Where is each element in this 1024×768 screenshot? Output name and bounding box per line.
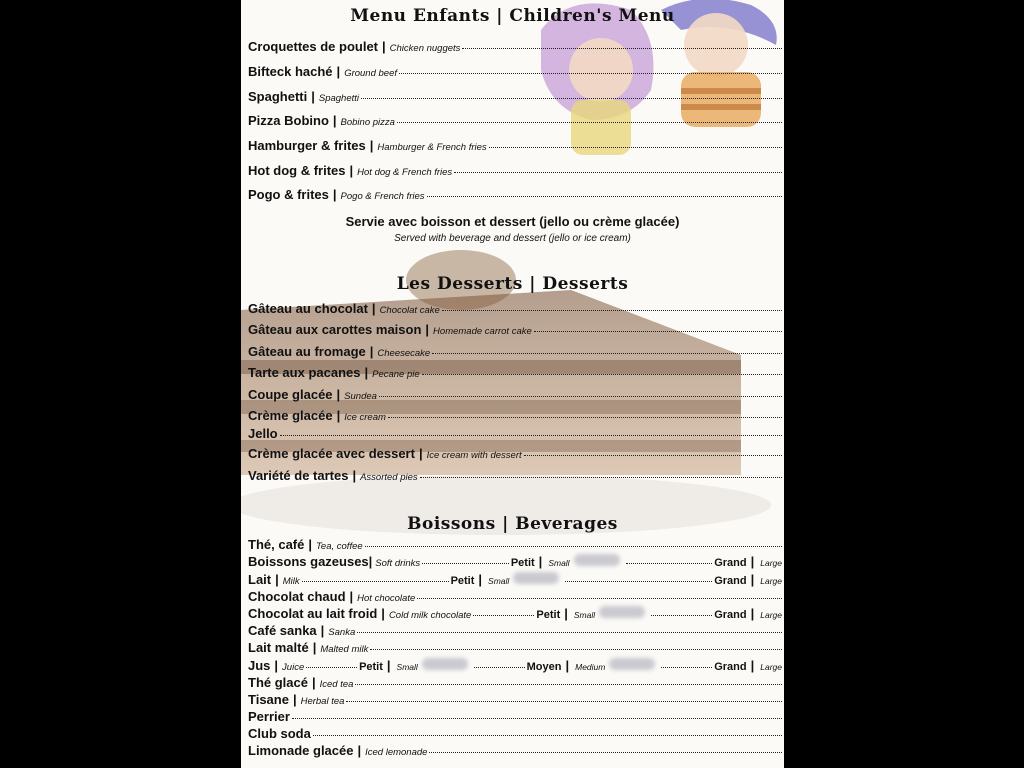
menu-page <box>241 0 784 768</box>
item-en: Assorted pies <box>360 472 418 483</box>
item-fr: Pizza Bobino <box>248 113 329 128</box>
item-en: Sanka <box>328 627 356 638</box>
note-fr: Servie avec boisson et dessert (jello ou crème glacée) <box>345 214 680 229</box>
item-en: Homemade carrot cake <box>433 326 532 337</box>
item-fr: Limonade glacée <box>248 743 354 758</box>
menu-item: Jus | Juice Petit | Small Moyen | Medium Grand | Large <box>248 658 782 673</box>
item-en: Ground beef <box>344 68 398 79</box>
item-fr: Chocolat au lait froid <box>248 606 378 621</box>
item-fr: Variété de tartes <box>248 468 349 483</box>
size-moyen: Moyen <box>526 661 562 673</box>
menu-item: Thé glacé | Iced tea <box>248 675 782 690</box>
menu-item <box>248 726 782 741</box>
size-petit: Petit <box>359 661 383 673</box>
item-en: Chocolat cake <box>379 305 440 316</box>
item-fr: Hamburger & frites <box>248 138 366 153</box>
menu-item: Coupe glacée | Sundea <box>248 387 782 402</box>
item-fr: Spaghetti <box>248 89 308 104</box>
item-en: Sundea <box>344 391 377 402</box>
item-en: Iced tea <box>319 679 354 690</box>
menu-item: Lait | Milk Petit | Small Grand | Large <box>248 572 783 587</box>
size-small: Small <box>573 610 596 620</box>
item-en: Cold milk chocolate <box>388 610 472 621</box>
size-medium: Medium <box>575 662 606 672</box>
item-en: Cheesecake <box>377 348 431 359</box>
item-en: Spaghetti <box>318 93 360 104</box>
item-fr: Thé, café <box>248 537 305 552</box>
menu-item: Hot dog & frites | Hot dog & French fries <box>248 163 782 178</box>
item-fr: Lait <box>248 572 272 587</box>
item-fr: Club soda <box>248 726 311 741</box>
menu-item: Gâteau aux carottes maison | Homemade carrot cake <box>248 322 782 337</box>
item-fr: Lait malté <box>248 640 309 655</box>
item-fr: Jello <box>248 426 278 441</box>
beverages-title: Boissons | Beverages <box>407 514 618 534</box>
kids-menu-note <box>241 213 784 244</box>
size-small: Small <box>396 662 418 672</box>
menu-item: Chocolat chaud | Hot chocolate <box>248 589 782 604</box>
item-en: Soft drinks <box>375 558 421 569</box>
size-large: Large <box>760 610 783 620</box>
item-fr: Tarte aux pacanes <box>248 365 361 380</box>
size-large: Large <box>760 558 783 568</box>
menu-item: Boissons gazeuses | Soft drinks Petit | Small Grand | Large <box>248 554 783 569</box>
blurred-price <box>513 572 559 584</box>
blurred-price <box>609 658 655 670</box>
note-en: Served with beverage and dessert (jello or ice cream) <box>394 233 631 244</box>
desserts-title: Les Desserts | Desserts <box>396 274 629 294</box>
item-en: Juice <box>282 662 305 673</box>
item-fr: Crème glacée avec dessert <box>248 446 415 461</box>
menu-item <box>248 426 782 441</box>
blurred-price <box>422 658 468 670</box>
item-fr: Tisane <box>248 692 289 707</box>
item-en: Ice cream with dessert <box>426 450 522 461</box>
item-fr: Crème glacée <box>248 408 333 423</box>
item-en: Ice cream <box>344 412 386 423</box>
size-large: Large <box>760 662 782 672</box>
menu-item: Crème glacée avec dessert | Ice cream with dessert <box>248 446 782 461</box>
item-en: Bobino pizza <box>340 117 395 128</box>
item-fr: Jus <box>248 658 271 673</box>
menu-item: Crème glacée | Ice cream <box>248 408 782 423</box>
item-en: Hamburger & French fries <box>377 142 487 153</box>
blurred-price <box>599 606 645 618</box>
menu-item: Lait malté | Malted milk <box>248 640 782 655</box>
size-grand: Grand <box>714 661 747 673</box>
item-en: Pogo & French fries <box>340 191 425 202</box>
size-grand: Grand <box>714 609 747 621</box>
item-en: Chicken nuggets <box>389 43 461 54</box>
item-fr: Pogo & frites <box>248 187 329 202</box>
item-en: Tea, coffee <box>316 541 363 552</box>
size-large: Large <box>760 576 783 586</box>
menu-item: Gâteau au fromage | Cheesecake <box>248 344 782 359</box>
item-en: Hot chocolate <box>357 593 416 604</box>
menu-item: Pogo & frites | Pogo & French fries <box>248 187 782 202</box>
menu-item: Thé, café | Tea, coffee <box>248 537 782 552</box>
menu-item: Spaghetti | Spaghetti <box>248 89 782 104</box>
item-fr: Café sanka <box>248 623 317 638</box>
menu-item <box>248 709 782 724</box>
item-en: Pecane pie <box>372 369 420 380</box>
menu-item: Limonade glacée | Iced lemonade <box>248 743 782 758</box>
item-fr: Chocolat chaud <box>248 589 346 604</box>
item-fr: Coupe glacée <box>248 387 333 402</box>
menu-item: Tisane | Herbal tea <box>248 692 782 707</box>
item-fr: Perrier <box>248 709 290 724</box>
item-fr: Gâteau au chocolat <box>248 301 368 316</box>
item-fr: Thé glacé <box>248 675 308 690</box>
size-petit: Petit <box>510 557 535 569</box>
item-fr: Gâteau aux carottes maison <box>248 322 422 337</box>
menu-item: Bifteck haché | Ground beef <box>248 64 782 79</box>
size-petit: Petit <box>450 575 475 587</box>
item-fr: Boissons gazeuses <box>248 554 369 569</box>
menu-item: Pizza Bobino | Bobino pizza <box>248 113 782 128</box>
item-fr: Gâteau au fromage <box>248 344 366 359</box>
menu-item: Gâteau au chocolat | Chocolat cake <box>248 301 782 316</box>
menu-item: Variété de tartes | Assorted pies <box>248 468 782 483</box>
size-grand: Grand <box>714 557 747 569</box>
item-en: Malted milk <box>320 644 369 655</box>
blurred-price <box>574 554 620 566</box>
item-en: Hot dog & French fries <box>357 167 453 178</box>
item-en: Milk <box>282 576 300 587</box>
item-fr: Croquettes de poulet <box>248 39 379 54</box>
size-small: Small <box>488 576 510 586</box>
item-en: Herbal tea <box>300 696 345 707</box>
size-grand: Grand <box>714 575 747 587</box>
menu-item: Hamburger & frites | Hamburger & French fries <box>248 138 782 153</box>
menu-item: Café sanka | Sanka <box>248 623 782 638</box>
item-en: Iced lemonade <box>365 747 428 758</box>
kids-menu-title: Menu Enfants | Children's Menu <box>350 6 675 26</box>
item-fr: Hot dog & frites <box>248 163 346 178</box>
size-petit: Petit <box>536 609 561 621</box>
item-fr: Bifteck haché <box>248 64 333 79</box>
menu-item: Croquettes de poulet | Chicken nuggets <box>248 39 782 54</box>
menu-item: Tarte aux pacanes | Pecane pie <box>248 365 782 380</box>
menu-item: Chocolat au lait froid | Cold milk chocolate Petit | Small Grand | Large <box>248 606 783 621</box>
size-small: Small <box>548 558 570 568</box>
